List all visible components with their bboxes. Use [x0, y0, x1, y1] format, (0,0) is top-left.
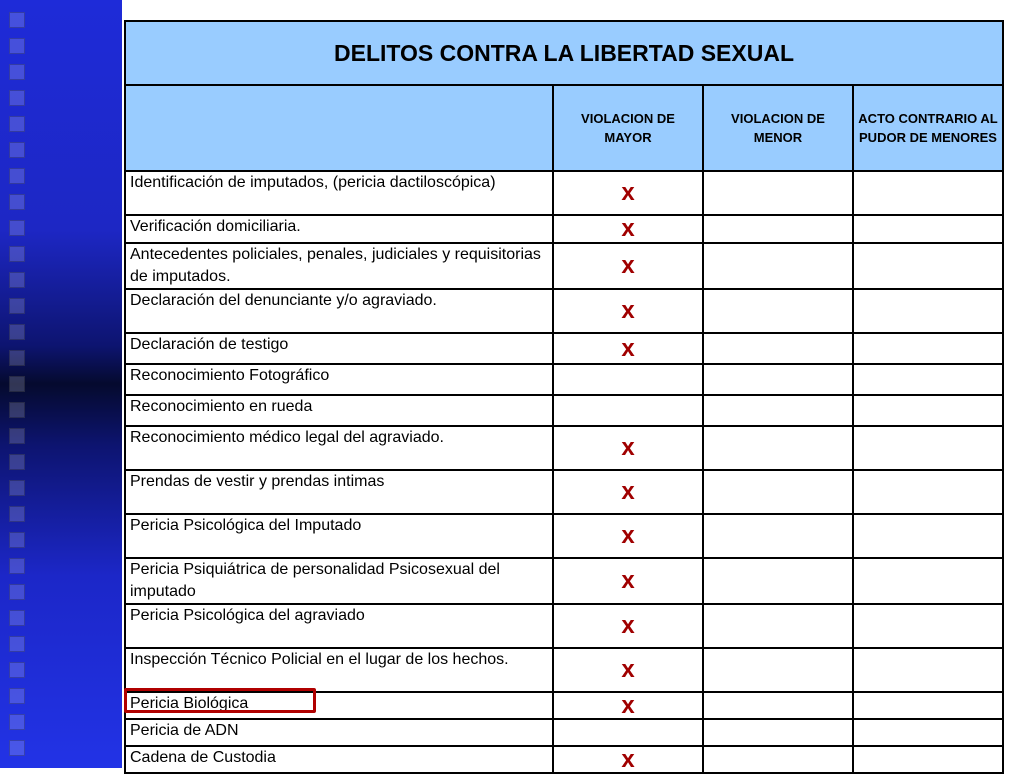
row-label: Pericia Biológica: [125, 692, 553, 719]
row-label: Pericia de ADN: [125, 719, 553, 746]
table-row: [125, 426, 1003, 470]
mark-cell: [703, 692, 853, 719]
table-row: [125, 364, 1003, 395]
mark-cell: [853, 470, 1003, 514]
mark-cell: x: [553, 746, 703, 773]
table-row: [125, 604, 1003, 648]
mark-cell: [703, 604, 853, 648]
mark-cell: [853, 171, 1003, 215]
row-label: Reconocimiento Fotográfico: [125, 364, 553, 395]
mark-cell: [853, 395, 1003, 426]
table-row: [125, 171, 1003, 215]
row-label: Declaración de testigo: [125, 333, 553, 364]
mark-cell: [703, 746, 853, 773]
highlight-rectangle: [124, 688, 316, 713]
mark-cell: [703, 243, 853, 289]
mark-cell: x: [553, 604, 703, 648]
mark-cell: [853, 426, 1003, 470]
mark-cell: [703, 364, 853, 395]
table-row: [125, 746, 1003, 773]
row-label: Inspección Técnico Policial en el lugar de los hechos.: [125, 648, 553, 692]
mark-cell: [853, 289, 1003, 333]
table-row: [125, 395, 1003, 426]
mark-cell: x: [553, 692, 703, 719]
table-row: [125, 558, 1003, 604]
mark-cell: x: [553, 243, 703, 289]
mark-cell: [853, 746, 1003, 773]
table-row: [125, 333, 1003, 364]
table-row: [125, 514, 1003, 558]
mark-cell: [703, 514, 853, 558]
mark-cell: [703, 558, 853, 604]
column-header-violacion-menor: VIOLACION DE MENOR: [703, 85, 853, 171]
column-header-acto-contrario: ACTO CONTRARIO AL PUDOR DE MENORES: [853, 85, 1003, 171]
mark-cell: [703, 648, 853, 692]
mark-cell: [703, 395, 853, 426]
mark-cell: [703, 289, 853, 333]
mark-cell: x: [553, 514, 703, 558]
mark-cell: [703, 470, 853, 514]
mark-cell: [703, 719, 853, 746]
mark-cell: x: [553, 333, 703, 364]
mark-cell: [703, 426, 853, 470]
mark-cell: x: [553, 171, 703, 215]
row-label: Pericia Psicológica del agraviado: [125, 604, 553, 648]
mark-cell: [853, 719, 1003, 746]
table-title: DELITOS CONTRA LA LIBERTAD SEXUAL: [125, 21, 1003, 85]
table-row: [125, 719, 1003, 746]
mark-cell: [853, 558, 1003, 604]
row-label: Declaración del denunciante y/o agraviado.: [125, 289, 553, 333]
row-label: Reconocimiento en rueda: [125, 395, 553, 426]
table-row: [125, 215, 1003, 243]
mark-cell: [853, 243, 1003, 289]
table-row: [125, 648, 1003, 692]
mark-cell: x: [553, 648, 703, 692]
header-empty-cell: [125, 85, 553, 171]
mark-cell: [853, 604, 1003, 648]
decorative-side-strip: [0, 0, 122, 768]
mark-cell: [703, 215, 853, 243]
row-label: Identificación de imputados, (pericia dactiloscópica): [125, 171, 553, 215]
mark-cell: x: [553, 470, 703, 514]
row-label: Pericia Psiquiátrica de personalidad Psicosexual del imputado: [125, 558, 553, 604]
mark-cell: [853, 648, 1003, 692]
mark-cell: [853, 215, 1003, 243]
mark-cell: [853, 692, 1003, 719]
mark-cell: [703, 171, 853, 215]
row-label: Pericia Psicológica del Imputado: [125, 514, 553, 558]
mark-cell: x: [553, 426, 703, 470]
mark-cell: [853, 364, 1003, 395]
mark-cell: [553, 364, 703, 395]
row-label: Antecedentes policiales, penales, judiciales y requisitorias de imputados.: [125, 243, 553, 289]
mark-cell: [853, 333, 1003, 364]
row-label: Cadena de Custodia: [125, 746, 553, 773]
table-row: [125, 470, 1003, 514]
mark-cell: [553, 719, 703, 746]
mark-cell: [553, 395, 703, 426]
row-label: Verificación domiciliaria.: [125, 215, 553, 243]
column-header-violacion-mayor: VIOLACION DE MAYOR: [553, 85, 703, 171]
mark-cell: x: [553, 215, 703, 243]
table-row: [125, 243, 1003, 289]
mark-cell: [703, 333, 853, 364]
table-row: [125, 289, 1003, 333]
row-label: Reconocimiento médico legal del agraviado.: [125, 426, 553, 470]
mark-cell: x: [553, 558, 703, 604]
mark-cell: x: [553, 289, 703, 333]
row-label: Prendas de vestir y prendas intimas: [125, 470, 553, 514]
mark-cell: [853, 514, 1003, 558]
evidence-table: [124, 20, 1004, 774]
